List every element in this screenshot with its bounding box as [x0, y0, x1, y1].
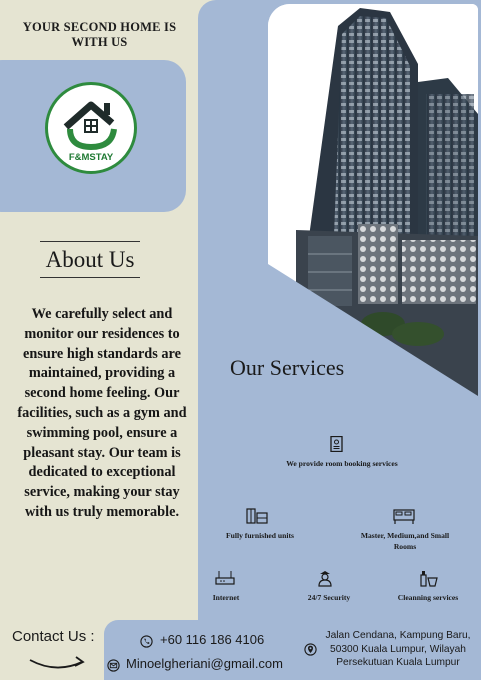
building-photo — [268, 4, 478, 396]
services-title: Our Services — [230, 355, 345, 380]
service-internet-label: Internet — [212, 593, 240, 602]
router-icon — [215, 570, 235, 590]
tagline: YOUR SECOND HOME IS WITH US — [22, 20, 177, 49]
location-icon — [304, 641, 317, 660]
tower-image — [268, 4, 478, 396]
furniture-icon — [246, 507, 268, 529]
service-security-label: 24/7 Security — [307, 593, 351, 602]
phone-icon — [140, 633, 153, 652]
service-booking-label: We provide room booking services — [286, 459, 398, 468]
house-logo-icon — [48, 91, 134, 151]
contact-title: Contact Us : — [12, 628, 95, 645]
email-link[interactable]: Minoelgheriani@gmail.com — [126, 656, 283, 671]
cleaning-icon — [419, 569, 439, 591]
phone-link[interactable]: +60 116 186 4106 — [160, 632, 265, 647]
service-cleaning-label: Cleanning services — [397, 593, 459, 602]
logo-brand-text: F&MSTAY — [68, 152, 114, 163]
about-body: We carefully select and monitor our residences to ensure high standards are maintained, providing a second home feeling. Our facilities, such as a gym and swimming pool, ensure a pleasant stay. Our team is dedicated to exceptional service, making your stay with us truly memorable. — [17, 306, 187, 520]
security-guard-icon — [316, 569, 334, 591]
address-text: Jalan Cendana, Kampung Baru, 50300 Kuala Lumpur, Wilayah Persekutuan Kuala Lumpur — [325, 630, 471, 668]
service-furnished-label: Fully furnished units — [226, 531, 294, 540]
service-rooms-label: Master, Medium,and Small Rooms — [360, 531, 450, 551]
bed-icon — [393, 507, 415, 529]
arrow-icon — [28, 652, 88, 676]
email-icon — [107, 657, 120, 676]
about-title: About Us — [40, 241, 140, 278]
booking-icon — [328, 436, 346, 456]
